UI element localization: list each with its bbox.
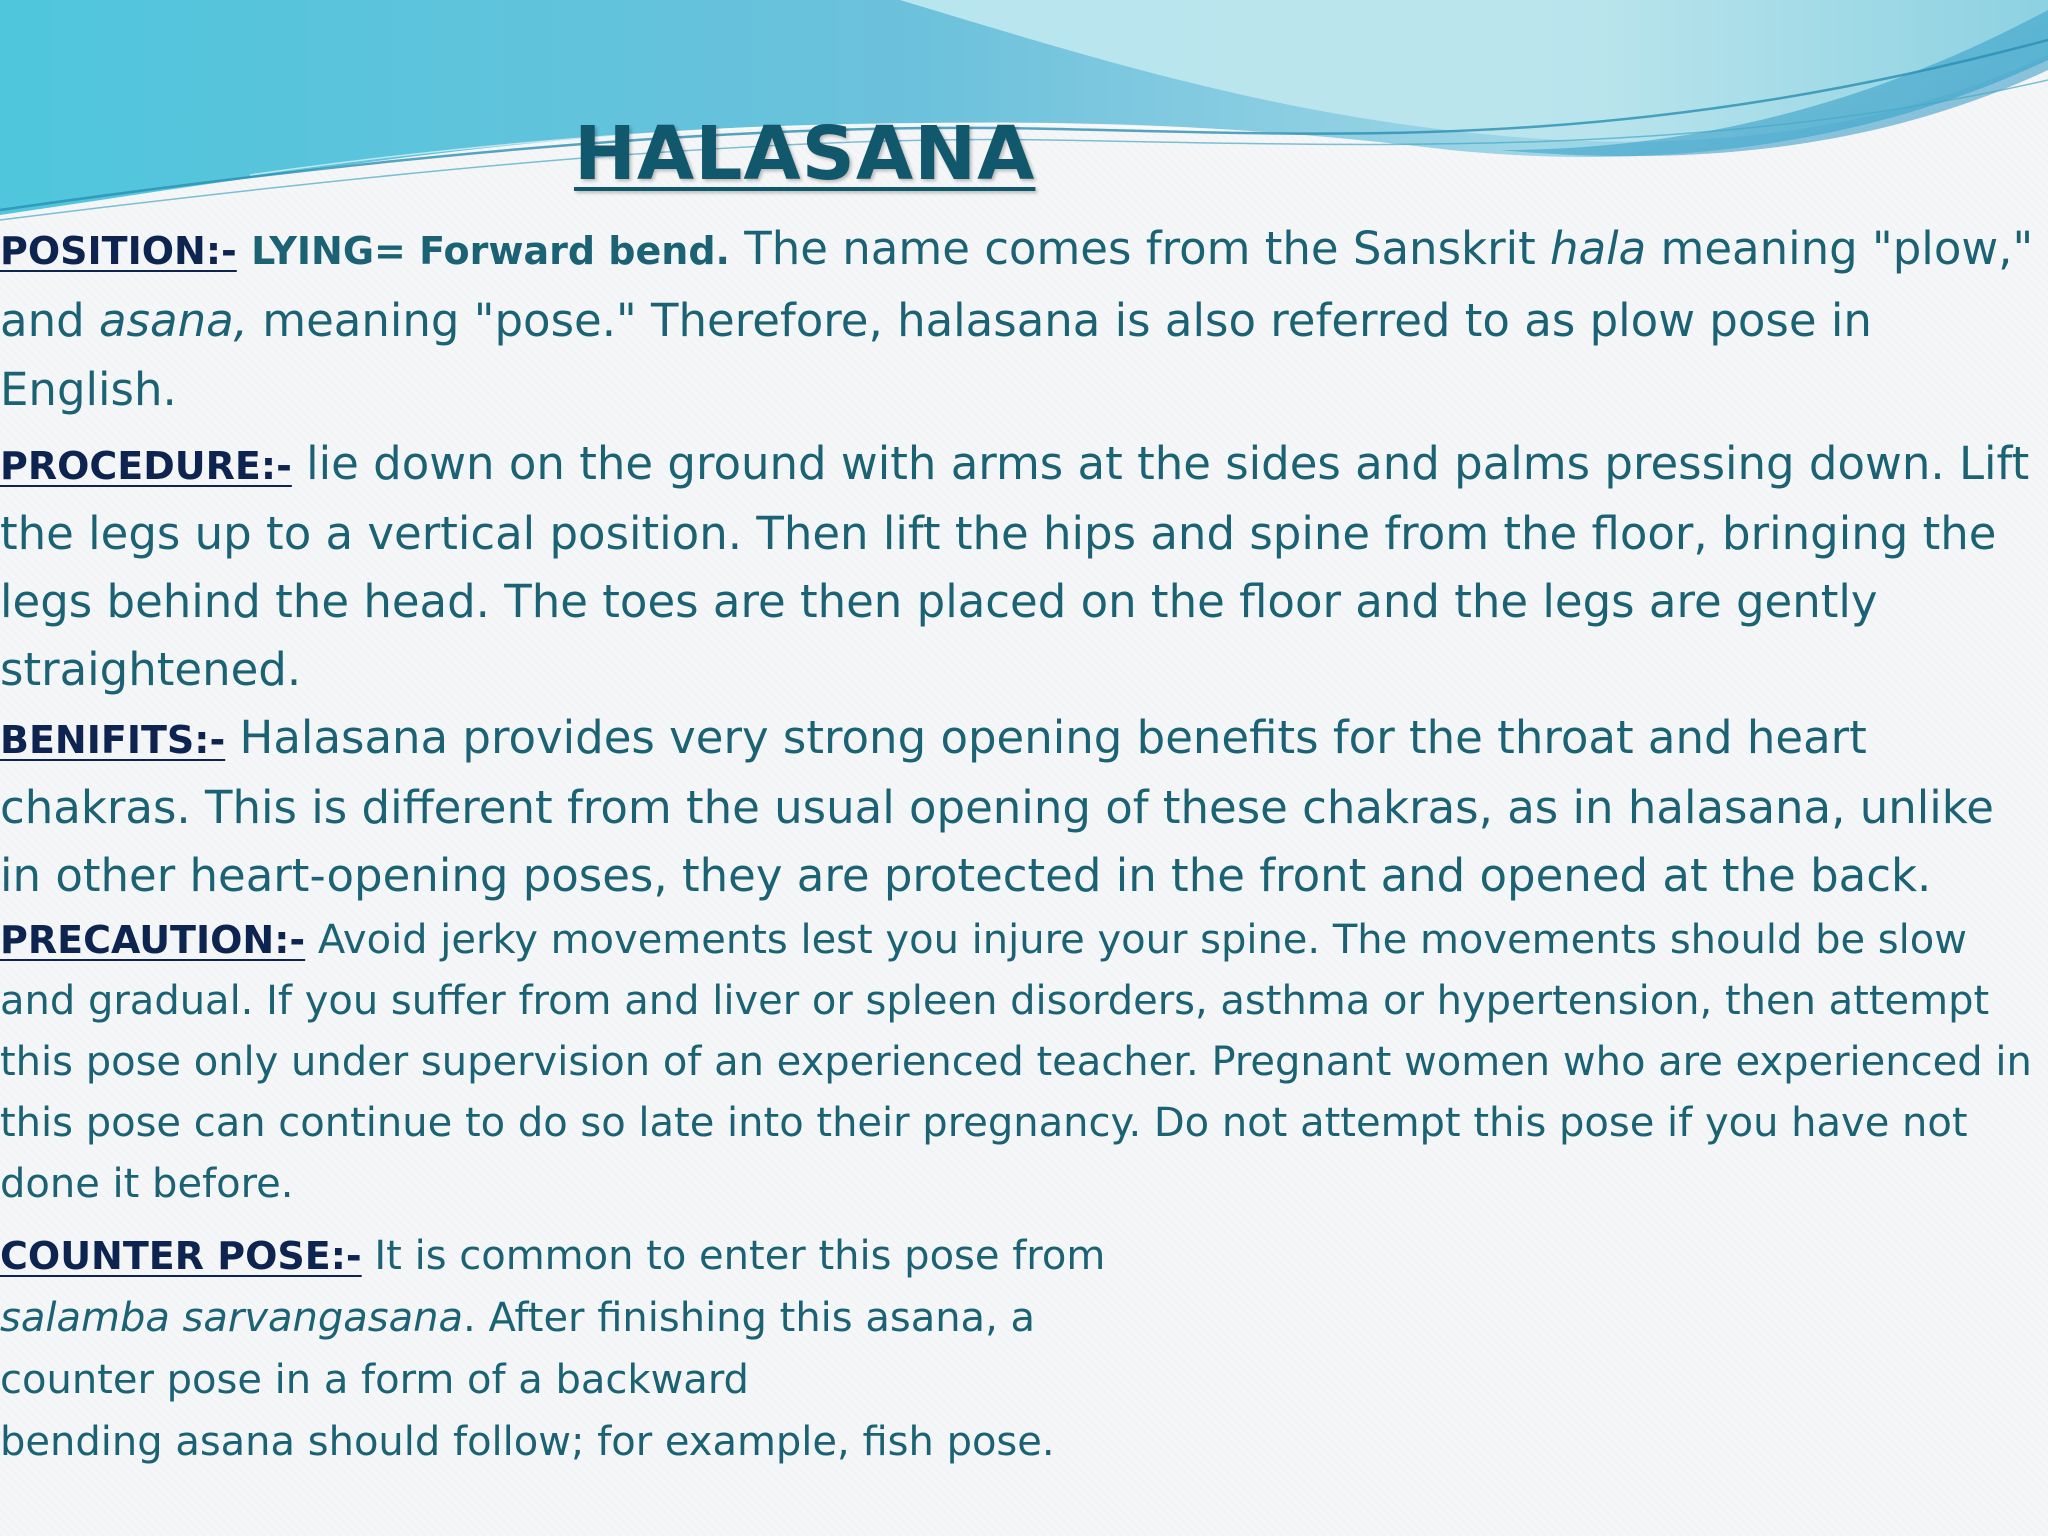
position-sublabel: LYING= Forward bend. bbox=[251, 229, 730, 273]
slide-content bbox=[0, 214, 2040, 1473]
position-text-3: meaning "pose." Therefore, halasana is also referred to as plow pose in English. bbox=[0, 294, 1872, 416]
position-label: POSITION:- bbox=[0, 229, 237, 273]
procedure-section bbox=[0, 430, 2040, 704]
position-text-1: The name comes from the Sanskrit bbox=[729, 222, 1551, 275]
counter-pose-section bbox=[0, 1225, 1180, 1473]
counter-pose-text-1: It is common to enter this pose from bbox=[361, 1233, 1106, 1279]
precaution-text: Avoid jerky movements lest you injure your spine. The movements should be slow and gradual. If you suffer from and liver or spleen disorders, asthma or hypertension, then attempt this pose only under supervision of an experienced teacher. Pregnant women who are experienced in this pose can continue to do so late into their pregnancy. Do not attempt this pose if you have not done it before. bbox=[0, 917, 2032, 1207]
procedure-text: lie down on the ground with arms at the sides and palms pressing down. Lift the legs up to a vertical position. Then lift the hips and spine from the floor, bringing the legs behind the head. The toes are then placed on the floor and the legs are gently straightened. bbox=[0, 437, 2030, 696]
position-text-2: meaning "plow," and bbox=[0, 222, 2034, 347]
procedure-label: PROCEDURE:- bbox=[0, 444, 292, 488]
counter-pose-label: COUNTER POSE:- bbox=[0, 1234, 362, 1278]
counter-pose-line-3: counter pose in a form of a backward bbox=[0, 1357, 749, 1403]
benefits-label: BENIFITS:- bbox=[0, 718, 226, 762]
counter-pose-text-2: . After finishing this asana, a bbox=[463, 1295, 1036, 1341]
precaution-section bbox=[0, 910, 2040, 1215]
benefits-text: Halasana provides very strong opening benefits for the throat and heart chakras. This is different from the usual opening of these chakras, as in halasana, unlike in other heart-opening poses, they are protected in the front and opened at the back. bbox=[0, 711, 1994, 902]
position-term-hala: hala bbox=[1550, 222, 1647, 275]
page-title: HALASANA bbox=[574, 111, 1036, 197]
benefits-section bbox=[0, 704, 2040, 910]
counter-pose-line-4: bending asana should follow; for example, fish pose. bbox=[0, 1419, 1055, 1465]
counter-pose-term-salamba: salamba sarvangasana bbox=[0, 1295, 464, 1341]
position-term-asana: asana, bbox=[98, 294, 248, 347]
position-section bbox=[0, 214, 2040, 424]
precaution-label: PRECAUTION:- bbox=[0, 918, 306, 962]
